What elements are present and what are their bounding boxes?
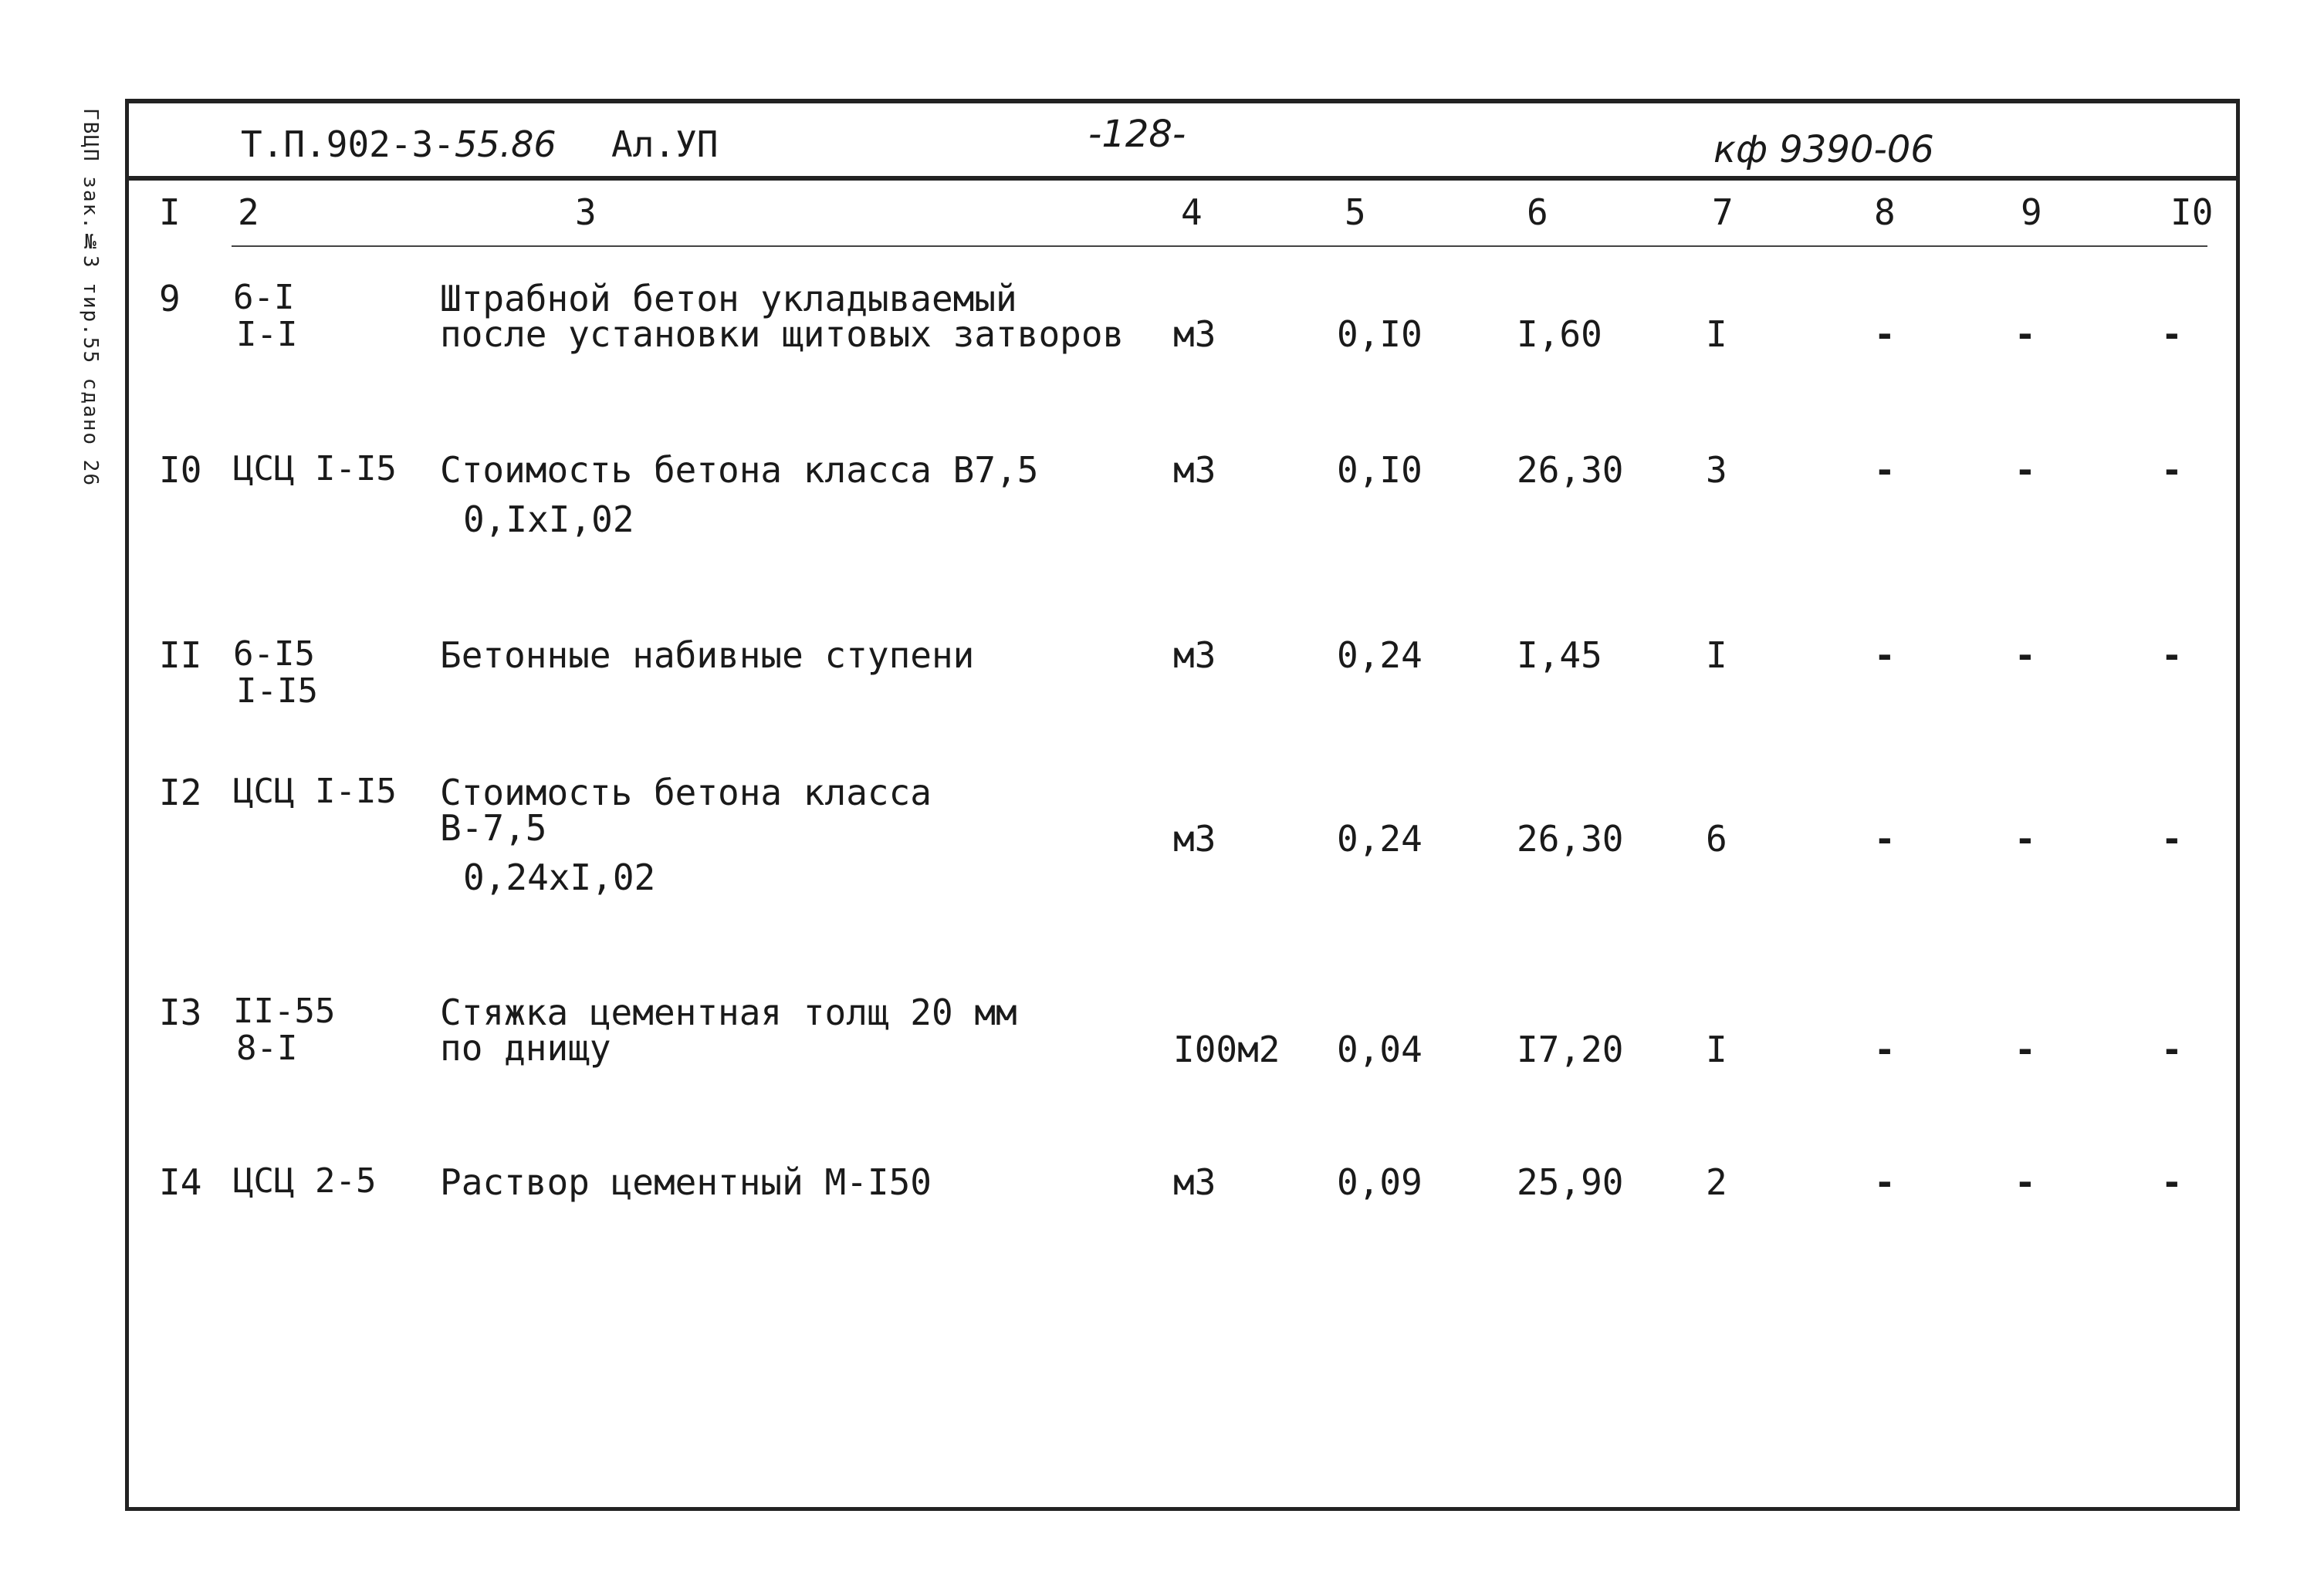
row-unit: м3: [1173, 634, 1216, 676]
row-col-10: -: [2161, 1161, 2183, 1203]
row-unit: м3: [1173, 818, 1216, 860]
row-quantity: 0,I0: [1337, 449, 1422, 491]
side-stamp: ГВЦП зак.№3 тир.55 сдано 26: [79, 108, 102, 487]
column-header-9: 9: [2021, 191, 2042, 233]
row-unit: I00м2: [1173, 1029, 1280, 1070]
row-number: I2: [159, 772, 202, 813]
row-col-9: -: [2014, 1029, 2036, 1070]
row-unit: м3: [1173, 1161, 1216, 1203]
row-unit: м3: [1173, 449, 1216, 491]
column-header-3: 3: [575, 191, 597, 233]
row-unit-price: I,60: [1517, 313, 1602, 355]
row-total: 3: [1706, 449, 1727, 491]
row-number: 9: [159, 278, 181, 319]
row-description: Стяжка цементная толщ 20 мм: [440, 992, 1017, 1033]
row-code: ЦСЦ I-I5: [233, 772, 397, 811]
row-col-8: -: [1874, 1161, 1896, 1203]
row-col-8: -: [1874, 1029, 1896, 1070]
row-code: II-55: [233, 992, 336, 1031]
row-col-10: -: [2161, 818, 2183, 860]
row-col-9: -: [2014, 818, 2036, 860]
row-code: I-I5: [236, 671, 318, 711]
row-calculation: 0,24xI,02: [463, 857, 656, 898]
row-quantity: 0,I0: [1337, 313, 1422, 355]
row-col-8: -: [1874, 313, 1896, 355]
row-unit-price: 26,30: [1517, 449, 1624, 491]
row-total: 6: [1706, 818, 1727, 860]
row-description: Стоимость бетона класса В7,5: [440, 449, 1039, 491]
row-description: по днищу: [440, 1027, 611, 1069]
row-total: I: [1706, 634, 1727, 676]
album-label: Ал.УП: [611, 123, 719, 165]
row-total: I: [1706, 1029, 1727, 1070]
row-code: 8-I: [236, 1029, 298, 1068]
column-header-7: 7: [1712, 191, 1734, 233]
row-number: II: [159, 634, 202, 676]
row-total: 2: [1706, 1161, 1727, 1203]
row-description: Стоимость бетона класса: [440, 772, 932, 813]
column-header-6: 6: [1527, 191, 1548, 233]
row-total: I: [1706, 313, 1727, 355]
column-header-8: 8: [1874, 191, 1896, 233]
row-code: ЦСЦ 2-5: [233, 1161, 377, 1201]
column-header-5: 5: [1345, 191, 1366, 233]
row-col-9: -: [2014, 313, 2036, 355]
page-number: -128-: [1088, 113, 1186, 156]
column-header-10: I0: [2170, 191, 2214, 233]
row-col-10: -: [2161, 449, 2183, 491]
column-header-4: 4: [1181, 191, 1203, 233]
row-col-9: -: [2014, 634, 2036, 676]
row-unit-price: I,45: [1517, 634, 1602, 676]
row-calculation: 0,IxI,02: [463, 498, 634, 540]
row-col-8: -: [1874, 449, 1896, 491]
row-quantity: 0,09: [1337, 1161, 1422, 1203]
column-header-divider: [232, 245, 2207, 247]
row-description: Бетонные набивные ступени: [440, 634, 975, 676]
row-unit-price: I7,20: [1517, 1029, 1624, 1070]
row-description: после установки щитовых затворов: [440, 313, 1125, 355]
row-col-9: -: [2014, 449, 2036, 491]
row-number: I0: [159, 449, 202, 491]
column-header-2: 2: [238, 191, 259, 233]
row-code: 6-I: [233, 278, 295, 317]
row-code: ЦСЦ I-I5: [233, 449, 397, 488]
row-quantity: 0,24: [1337, 818, 1422, 860]
row-description: Раствор цементный М-I50: [440, 1161, 932, 1203]
row-col-9: -: [2014, 1161, 2036, 1203]
header-divider: [125, 176, 2240, 181]
column-header-1: I: [159, 191, 181, 233]
row-col-8: -: [1874, 818, 1896, 860]
row-col-10: -: [2161, 313, 2183, 355]
row-unit-price: 25,90: [1517, 1161, 1624, 1203]
row-col-8: -: [1874, 634, 1896, 676]
row-code: 6-I5: [233, 634, 315, 674]
row-description: Штрабной бетон укладываемый: [440, 278, 1017, 319]
doc-code: Т.П.902-3-55.86: [241, 123, 556, 165]
row-col-10: -: [2161, 1029, 2183, 1070]
row-code: I-I: [236, 315, 298, 354]
sheet-reference: кф 9390-06: [1713, 128, 1934, 171]
row-col-10: -: [2161, 634, 2183, 676]
row-unit-price: 26,30: [1517, 818, 1624, 860]
row-quantity: 0,24: [1337, 634, 1422, 676]
row-description: В-7,5: [440, 807, 547, 849]
row-quantity: 0,04: [1337, 1029, 1422, 1070]
row-number: I4: [159, 1161, 202, 1203]
row-number: I3: [159, 992, 202, 1033]
row-unit: м3: [1173, 313, 1216, 355]
